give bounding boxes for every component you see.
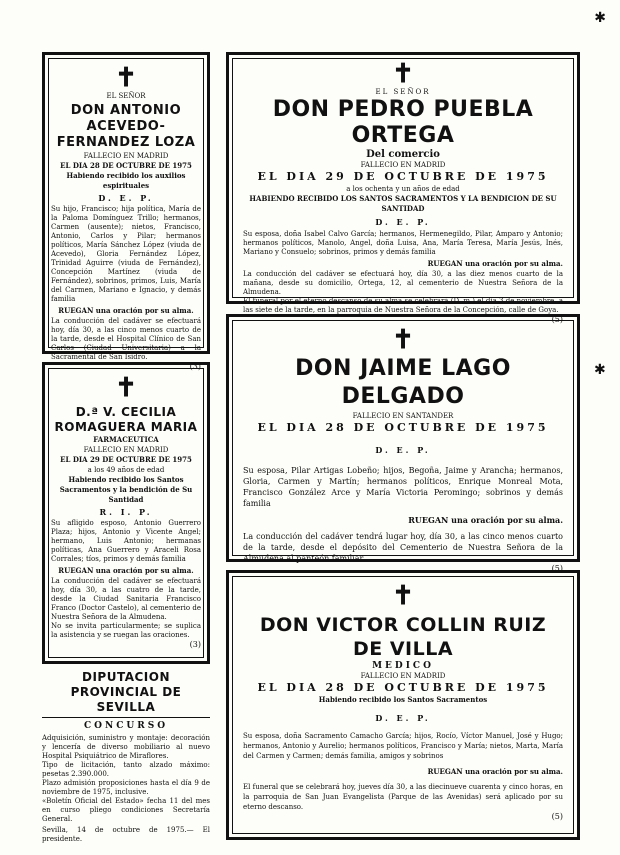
acevedo-sacraments: Habiendo recibido los auxilios espirituales — [66, 171, 186, 190]
acevedo-name: DON ANTONIO ACEVEDO-FERNANDEZ LOZA — [56, 103, 196, 150]
romaguera-date: EL DIA 29 DE OCTUBRE DE 1975 — [60, 455, 192, 464]
puebla-dep: D. E. P. — [375, 217, 431, 227]
collin-funeral: El funeral que se celebrará hoy, jueves día 30, a las diecinueve cuarenta y cinco horas, en la parroquia de San Juan Evangelista (Parque de las Avenidas) será aplicado por su eterno descanso. — [243, 783, 563, 811]
collin-date: EL DIA 28 DE OCTUBRE DE 1975 — [257, 681, 549, 694]
puebla-family: Su esposa, doña Isabel Calvo García; hermanos, Hermenegildo, Pilar, Amparo y Antonio; hermanos políticos, Manolo, Angel, doña Luisa, Ana, María Teresa, María Jesús, Inés, Mariano y Consuelo; sobrinos, primos y demás familia — [243, 230, 563, 256]
romaguera-family: Su afligido esposo, Antonio Guerrero Plaza; hijos, Antonio y Vicente Angel; hermano, Luis Antonio; hermanas políticas, Ana Guerrero y Araceli Rosa Corrales; tíos, primos y demás familia — [51, 519, 201, 563]
diputacion-title: DIPUTACION PROVINCIAL DE SEVILLA — [42, 670, 210, 718]
collin-ruegan: RUEGAN una oración por su alma. — [427, 767, 563, 776]
lago-family: Su esposa, Pilar Artigas Lobeño; hijos, Begoña, Jaime y Arancha; hermanos, Gloria, Carmen y Martín; hermanos políticos, Enrique Monreal Mota, Francisco González Arce y María Victoria Peromingo; sobrinos y demás familia — [243, 466, 563, 508]
obituary-lago — [226, 314, 580, 573]
romaguera-thanks: No se invita particularmente; se suplica la asistencia y se ruegan las oraciones. — [51, 622, 201, 639]
notice-diputacion — [42, 670, 210, 850]
acevedo-conduction: La conducción del cadáver se efectuará hoy, día 30, a las cinco menos cuarto de la tarde, desde el Hospital Clínico de San Carlos (Ciudad Universitaria) a la Sacramental de San Isidro. — [51, 317, 201, 361]
acevedo-dep: D. E. P. — [98, 193, 154, 203]
collin-family: Su esposa, doña Sacramento Camacho García; hijos, Rocío, Víctor Manuel, José y Hugo; hermanos, Antonio y Aurelio; hermanos políticos, Francisco y María; nietos, Marta, María del Carmen y Carmen; demás familia, amigos y sobrinos — [243, 732, 563, 760]
diputacion-subtitle: CONCURSO — [83, 721, 169, 731]
collin-sacraments: Habiendo recibido los Santos Sacramentos — [318, 695, 488, 704]
romaguera-profession: FARMACEUTICA — [93, 435, 159, 444]
obituary-romaguera — [42, 362, 210, 664]
lago-died-place: FALLECIO EN SANTANDER — [352, 412, 454, 420]
acevedo-died-place: FALLECIO EN MADRID — [83, 152, 169, 160]
side-mark: ✱ — [594, 362, 606, 378]
acevedo-title: EL SEÑOR — [106, 92, 146, 100]
puebla-conduction: La conducción del cadáver se efectuará hoy, día 30, a las diez menos cuarto de la mañana, desde su domicilio, Ortega, 12, al cementerio de Nuestra Señora de la Almudena. — [243, 270, 563, 296]
acevedo-ruegan: RUEGAN una oración por su alma. — [58, 306, 194, 315]
romaguera-age: a los 49 años de edad — [87, 466, 165, 474]
cross-icon: ✝ — [115, 373, 137, 403]
puebla-died-place: FALLECIO EN MADRID — [360, 161, 446, 169]
collin-dep: D. E. P. — [375, 713, 431, 723]
collin-profession: MEDICO — [372, 661, 434, 671]
cross-icon: ✝ — [115, 63, 137, 93]
acevedo-family: Su hijo, Francisco; hija política, María de la Paloma Domínguez Trillo; hermanos, Carmen (ausente); nietos, Francisco, Antonio, Carlos y Pilar; hermanos políticos, María Sánchez López (viuda de Acevedo), Gloria Fernández López, Trinidad Aguirre (viuda de Fernández), Concepción Martínez (viuda de Fernández), sobrinos, primos, Luis, María del Carmen, Mariano e Ignacio, y demás familia — [51, 205, 201, 303]
collin-died-place: FALLECIO EN MADRID — [360, 672, 446, 680]
lago-ruegan: RUEGAN una oración por su alma. — [408, 515, 563, 525]
puebla-age: a los ochenta y un años de edad — [346, 185, 460, 193]
puebla-funeral: El funeral por el eterno descanso de su alma se celebrará (D. m.) el día 3 de noviembre, a las siete de la tarde, en la parroquia de Nuestra Señora de la Concepción, calle de Goya. — [243, 297, 563, 314]
romaguera-ref: (3) — [189, 640, 201, 649]
lago-conduction: La conducción del cadáver tendrá lugar hoy, día 30, a las cinco menos cuarto de la tarde, desde el depósito del Cementerio de Nuestra Señora de la Almudena al panteón familiar. — [243, 532, 563, 563]
romaguera-died-place: FALLECIO EN MADRID — [83, 446, 169, 454]
diputacion-p4: «Boletín Oficial del Estado» fecha 11 del mes en curso pliego condiciones Secretaría General. — [42, 797, 210, 823]
obituary-puebla — [226, 52, 580, 324]
obituary-acevedo — [42, 52, 210, 371]
puebla-profession: Del comercio — [366, 149, 440, 160]
acevedo-date: EL DIA 28 DE OCTUBRE DE 1975 — [60, 161, 192, 170]
cross-icon: ✝ — [392, 581, 414, 611]
collin-ref: (5) — [551, 812, 563, 821]
diputacion-p3: Plazo admisión proposiciones hasta el día 9 de noviembre de 1975, inclusive. — [42, 779, 210, 796]
corner-mark: ✱ — [594, 10, 606, 26]
lago-name: DON JAIME LAGO DELGADO — [295, 356, 511, 409]
lago-ref: (5) — [551, 564, 563, 573]
acevedo-ref: (3) — [189, 362, 201, 371]
puebla-sacraments: HABIENDO RECIBIDO LOS SANTOS SACRAMENTOS Y LA BENDICION DE SU SANTIDAD — [249, 194, 557, 213]
puebla-ref: (5) — [551, 315, 563, 324]
puebla-name: DON PEDRO PUEBLA ORTEGA — [272, 97, 534, 148]
diputacion-p2: Tipo de licitación, tanto alzado máximo: pesetas 2.390.000. — [42, 761, 210, 778]
diputacion-p1: Adquisición, suministro y montaje: decoración y lencería de diverso mobiliario al nuevo Hospital Psiquiátrico de Miraflores. — [42, 734, 210, 760]
diputacion-sign: Sevilla, 14 de octubre de 1975.— El presidente. — [42, 826, 210, 843]
puebla-title: EL SEÑOR — [375, 88, 431, 96]
lago-dep: D. E. P. — [375, 445, 431, 455]
obituary-collin — [226, 570, 580, 840]
romaguera-sacraments: Habiendo recibido los Santos Sacramentos y la bendición de Su Santidad — [59, 475, 193, 504]
lago-date: EL DIA 28 DE OCTUBRE DE 1975 — [257, 421, 549, 434]
romaguera-name: D.ª V. CECILIA ROMAGUERA MARIA — [54, 405, 198, 434]
romaguera-ruegan: RUEGAN una oración por su alma. — [58, 566, 194, 575]
romaguera-conduction: La conducción del cadáver se efectuará hoy, día 30, a las cuatro de la tarde, desde la Ciudad Sanitaria Francisco Franco (Doctor Castelo), al cementerio de Nuestra Señora de la Almudena. — [51, 577, 201, 621]
cross-icon: ✝ — [392, 59, 414, 89]
romaguera-rip: R. I. P. — [99, 507, 153, 517]
cross-icon: ✝ — [392, 325, 414, 355]
puebla-date: EL DIA 29 DE OCTUBRE DE 1975 — [257, 170, 549, 183]
collin-name: DON VICTOR COLLIN RUIZ DE VILLA — [259, 614, 547, 660]
puebla-ruegan: RUEGAN una oración por su alma. — [427, 259, 563, 268]
